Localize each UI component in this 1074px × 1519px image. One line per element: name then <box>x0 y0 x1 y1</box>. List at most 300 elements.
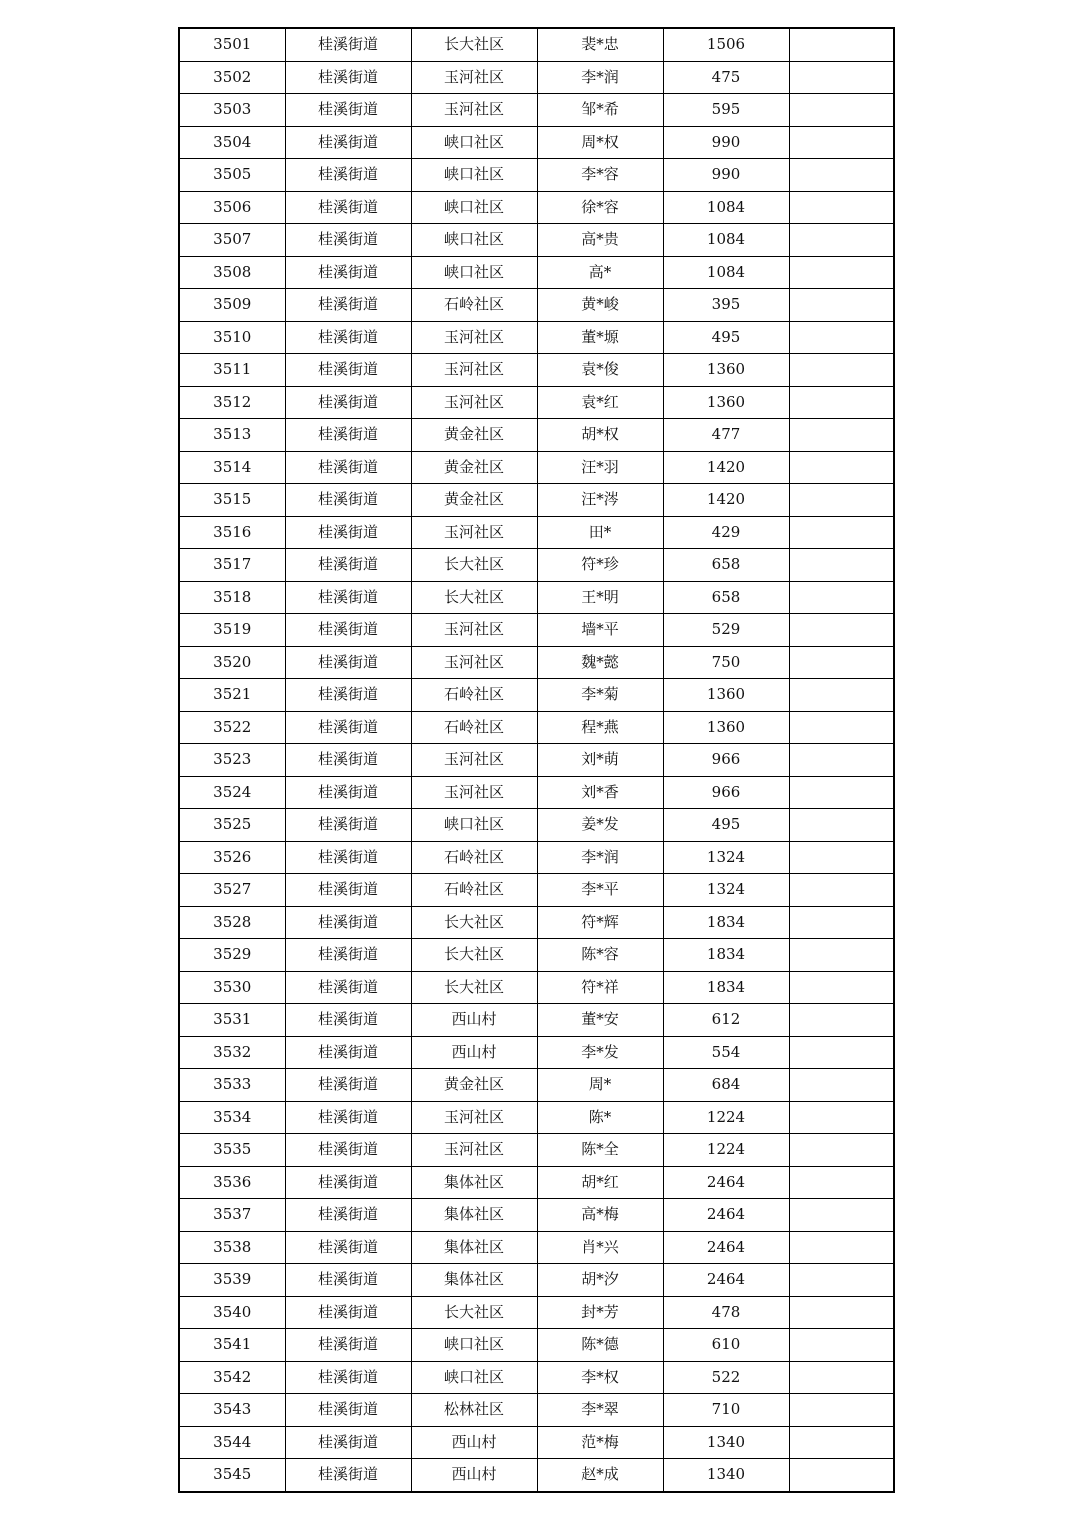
serial-number-cell: 3521 <box>179 679 285 712</box>
community-cell: 玉河社区 <box>411 614 537 647</box>
community-cell: 玉河社区 <box>411 1101 537 1134</box>
subdistrict-cell: 桂溪街道 <box>285 126 411 159</box>
table-row <box>179 1134 894 1167</box>
community-cell: 玉河社区 <box>411 776 537 809</box>
name-cell: 陈*德 <box>537 1329 663 1362</box>
community-cell: 黄金社区 <box>411 451 537 484</box>
remark-cell <box>789 711 894 744</box>
name-cell: 高* <box>537 256 663 289</box>
subdistrict-cell: 桂溪街道 <box>285 744 411 777</box>
remark-cell <box>789 776 894 809</box>
table-row <box>179 744 894 777</box>
name-cell: 李*菊 <box>537 679 663 712</box>
table-row <box>179 28 894 61</box>
amount-cell: 612 <box>663 1004 789 1037</box>
amount-cell: 990 <box>663 159 789 192</box>
table-row <box>179 614 894 647</box>
subdistrict-cell: 桂溪街道 <box>285 711 411 744</box>
community-cell: 峡口社区 <box>411 126 537 159</box>
community-cell: 玉河社区 <box>411 516 537 549</box>
community-cell: 玉河社区 <box>411 61 537 94</box>
serial-number-cell: 3510 <box>179 321 285 354</box>
serial-number-cell: 3520 <box>179 646 285 679</box>
remark-cell <box>789 1459 894 1492</box>
remark-cell <box>789 126 894 159</box>
serial-number-cell: 3503 <box>179 94 285 127</box>
subdistrict-cell: 桂溪街道 <box>285 321 411 354</box>
name-cell: 汪*涔 <box>537 484 663 517</box>
table-row <box>179 549 894 582</box>
community-cell: 松林社区 <box>411 1394 537 1427</box>
amount-cell: 750 <box>663 646 789 679</box>
name-cell: 邹*希 <box>537 94 663 127</box>
table-row <box>179 1361 894 1394</box>
amount-cell: 684 <box>663 1069 789 1102</box>
community-cell: 玉河社区 <box>411 321 537 354</box>
table-row <box>179 289 894 322</box>
remark-cell <box>789 224 894 257</box>
subdistrict-cell: 桂溪街道 <box>285 256 411 289</box>
community-cell: 峡口社区 <box>411 1361 537 1394</box>
serial-number-cell: 3545 <box>179 1459 285 1492</box>
remark-cell <box>789 581 894 614</box>
community-cell: 玉河社区 <box>411 94 537 127</box>
remark-cell <box>789 1361 894 1394</box>
serial-number-cell: 3533 <box>179 1069 285 1102</box>
name-cell: 李*权 <box>537 1361 663 1394</box>
name-cell: 魏*懿 <box>537 646 663 679</box>
community-cell: 西山村 <box>411 1004 537 1037</box>
table-row <box>179 484 894 517</box>
table-row <box>179 191 894 224</box>
name-cell: 李*平 <box>537 874 663 907</box>
subdistrict-cell: 桂溪街道 <box>285 1166 411 1199</box>
amount-cell: 1360 <box>663 679 789 712</box>
name-cell: 王*明 <box>537 581 663 614</box>
remark-cell <box>789 1329 894 1362</box>
remark-cell <box>789 289 894 322</box>
serial-number-cell: 3543 <box>179 1394 285 1427</box>
community-cell: 西山村 <box>411 1426 537 1459</box>
community-cell: 长大社区 <box>411 549 537 582</box>
remark-cell <box>789 1296 894 1329</box>
serial-number-cell: 3513 <box>179 419 285 452</box>
name-cell: 董*安 <box>537 1004 663 1037</box>
community-cell: 黄金社区 <box>411 1069 537 1102</box>
community-cell: 集体社区 <box>411 1264 537 1297</box>
amount-cell: 1224 <box>663 1101 789 1134</box>
subdistrict-cell: 桂溪街道 <box>285 451 411 484</box>
serial-number-cell: 3527 <box>179 874 285 907</box>
amount-cell: 1420 <box>663 451 789 484</box>
name-cell: 墙*平 <box>537 614 663 647</box>
remark-cell <box>789 809 894 842</box>
name-cell: 陈* <box>537 1101 663 1134</box>
community-cell: 集体社区 <box>411 1199 537 1232</box>
serial-number-cell: 3516 <box>179 516 285 549</box>
subdistrict-cell: 桂溪街道 <box>285 224 411 257</box>
amount-cell: 2464 <box>663 1199 789 1232</box>
remark-cell <box>789 1134 894 1167</box>
remark-cell <box>789 451 894 484</box>
amount-cell: 966 <box>663 744 789 777</box>
name-cell: 胡*权 <box>537 419 663 452</box>
remark-cell <box>789 386 894 419</box>
remark-cell <box>789 354 894 387</box>
amount-cell: 1084 <box>663 224 789 257</box>
name-cell: 胡*红 <box>537 1166 663 1199</box>
subdistrict-cell: 桂溪街道 <box>285 1004 411 1037</box>
subdistrict-cell: 桂溪街道 <box>285 1329 411 1362</box>
serial-number-cell: 3508 <box>179 256 285 289</box>
community-cell: 石岭社区 <box>411 289 537 322</box>
table-row <box>179 646 894 679</box>
table-row <box>179 679 894 712</box>
subdistrict-cell: 桂溪街道 <box>285 61 411 94</box>
table-row <box>179 224 894 257</box>
amount-cell: 595 <box>663 94 789 127</box>
subdistrict-cell: 桂溪街道 <box>285 809 411 842</box>
serial-number-cell: 3506 <box>179 191 285 224</box>
subdistrict-cell: 桂溪街道 <box>285 419 411 452</box>
community-cell: 长大社区 <box>411 1296 537 1329</box>
amount-cell: 495 <box>663 809 789 842</box>
table-row <box>179 1036 894 1069</box>
name-cell: 符*辉 <box>537 906 663 939</box>
name-cell: 汪*羽 <box>537 451 663 484</box>
community-cell: 集体社区 <box>411 1231 537 1264</box>
table-row <box>179 61 894 94</box>
community-cell: 长大社区 <box>411 28 537 61</box>
table-row <box>179 321 894 354</box>
subdistrict-cell: 桂溪街道 <box>285 549 411 582</box>
table-row <box>179 711 894 744</box>
amount-cell: 522 <box>663 1361 789 1394</box>
serial-number-cell: 3522 <box>179 711 285 744</box>
amount-cell: 658 <box>663 549 789 582</box>
serial-number-cell: 3528 <box>179 906 285 939</box>
table-row <box>179 1069 894 1102</box>
remark-cell <box>789 744 894 777</box>
subdistrict-cell: 桂溪街道 <box>285 1296 411 1329</box>
table-row <box>179 256 894 289</box>
remark-cell <box>789 28 894 61</box>
serial-number-cell: 3505 <box>179 159 285 192</box>
name-cell: 李*润 <box>537 61 663 94</box>
remark-cell <box>789 1166 894 1199</box>
subdistrict-cell: 桂溪街道 <box>285 1231 411 1264</box>
subdistrict-cell: 桂溪街道 <box>285 776 411 809</box>
remark-cell <box>789 1426 894 1459</box>
subdistrict-cell: 桂溪街道 <box>285 939 411 972</box>
name-cell: 姜*发 <box>537 809 663 842</box>
table-row <box>179 126 894 159</box>
serial-number-cell: 3539 <box>179 1264 285 1297</box>
community-cell: 玉河社区 <box>411 646 537 679</box>
table-row <box>179 1426 894 1459</box>
serial-number-cell: 3519 <box>179 614 285 647</box>
amount-cell: 1084 <box>663 256 789 289</box>
serial-number-cell: 3538 <box>179 1231 285 1264</box>
name-cell: 黄*峻 <box>537 289 663 322</box>
table-row <box>179 419 894 452</box>
remark-cell <box>789 906 894 939</box>
amount-cell: 1360 <box>663 386 789 419</box>
community-cell: 峡口社区 <box>411 159 537 192</box>
subdistrict-cell: 桂溪街道 <box>285 906 411 939</box>
table-row <box>179 451 894 484</box>
name-cell: 封*芳 <box>537 1296 663 1329</box>
serial-number-cell: 3523 <box>179 744 285 777</box>
amount-cell: 1420 <box>663 484 789 517</box>
name-cell: 袁*红 <box>537 386 663 419</box>
subdistrict-cell: 桂溪街道 <box>285 1426 411 1459</box>
name-cell: 刘*萌 <box>537 744 663 777</box>
subdistrict-cell: 桂溪街道 <box>285 191 411 224</box>
subdistrict-cell: 桂溪街道 <box>285 679 411 712</box>
subdistrict-cell: 桂溪街道 <box>285 1134 411 1167</box>
serial-number-cell: 3542 <box>179 1361 285 1394</box>
amount-cell: 1324 <box>663 874 789 907</box>
name-cell: 高*贵 <box>537 224 663 257</box>
amount-cell: 1340 <box>663 1426 789 1459</box>
subdistrict-cell: 桂溪街道 <box>285 1264 411 1297</box>
name-cell: 刘*香 <box>537 776 663 809</box>
remark-cell <box>789 321 894 354</box>
remark-cell <box>789 419 894 452</box>
subdistrict-cell: 桂溪街道 <box>285 289 411 322</box>
serial-number-cell: 3525 <box>179 809 285 842</box>
amount-cell: 610 <box>663 1329 789 1362</box>
serial-number-cell: 3540 <box>179 1296 285 1329</box>
name-cell: 符*祥 <box>537 971 663 1004</box>
community-cell: 峡口社区 <box>411 256 537 289</box>
subdistrict-cell: 桂溪街道 <box>285 484 411 517</box>
name-cell: 赵*成 <box>537 1459 663 1492</box>
table-row <box>179 1199 894 1232</box>
amount-cell: 478 <box>663 1296 789 1329</box>
amount-cell: 2464 <box>663 1231 789 1264</box>
community-cell: 玉河社区 <box>411 354 537 387</box>
community-cell: 长大社区 <box>411 581 537 614</box>
serial-number-cell: 3501 <box>179 28 285 61</box>
serial-number-cell: 3509 <box>179 289 285 322</box>
name-cell: 李*发 <box>537 1036 663 1069</box>
remark-cell <box>789 549 894 582</box>
subdistrict-cell: 桂溪街道 <box>285 516 411 549</box>
remark-cell <box>789 971 894 1004</box>
subdistrict-cell: 桂溪街道 <box>285 1459 411 1492</box>
amount-cell: 395 <box>663 289 789 322</box>
serial-number-cell: 3511 <box>179 354 285 387</box>
name-cell: 徐*容 <box>537 191 663 224</box>
serial-number-cell: 3526 <box>179 841 285 874</box>
remark-cell <box>789 939 894 972</box>
amount-cell: 1324 <box>663 841 789 874</box>
serial-number-cell: 3517 <box>179 549 285 582</box>
community-cell: 长大社区 <box>411 906 537 939</box>
community-cell: 石岭社区 <box>411 874 537 907</box>
name-cell: 李*翠 <box>537 1394 663 1427</box>
amount-cell: 658 <box>663 581 789 614</box>
remark-cell <box>789 191 894 224</box>
subdistrict-cell: 桂溪街道 <box>285 159 411 192</box>
remark-cell <box>789 1231 894 1264</box>
table-row <box>179 1004 894 1037</box>
serial-number-cell: 3518 <box>179 581 285 614</box>
table-row <box>179 386 894 419</box>
name-cell: 陈*容 <box>537 939 663 972</box>
amount-cell: 1506 <box>663 28 789 61</box>
name-cell: 李*容 <box>537 159 663 192</box>
community-cell: 玉河社区 <box>411 386 537 419</box>
remark-cell <box>789 256 894 289</box>
serial-number-cell: 3544 <box>179 1426 285 1459</box>
amount-cell: 1834 <box>663 971 789 1004</box>
serial-number-cell: 3541 <box>179 1329 285 1362</box>
remark-cell <box>789 1004 894 1037</box>
table-row <box>179 809 894 842</box>
serial-number-cell: 3507 <box>179 224 285 257</box>
table-row <box>179 354 894 387</box>
table-row <box>179 1296 894 1329</box>
subdistrict-cell: 桂溪街道 <box>285 971 411 1004</box>
community-cell: 峡口社区 <box>411 224 537 257</box>
amount-cell: 1360 <box>663 354 789 387</box>
amount-cell: 1360 <box>663 711 789 744</box>
table-row <box>179 1101 894 1134</box>
serial-number-cell: 3534 <box>179 1101 285 1134</box>
name-cell: 范*梅 <box>537 1426 663 1459</box>
table-row <box>179 939 894 972</box>
amount-cell: 2464 <box>663 1264 789 1297</box>
amount-cell: 554 <box>663 1036 789 1069</box>
community-cell: 西山村 <box>411 1459 537 1492</box>
remark-cell <box>789 841 894 874</box>
remark-cell <box>789 1199 894 1232</box>
name-cell: 周*权 <box>537 126 663 159</box>
serial-number-cell: 3504 <box>179 126 285 159</box>
table-row <box>179 874 894 907</box>
serial-number-cell: 3537 <box>179 1199 285 1232</box>
amount-cell: 966 <box>663 776 789 809</box>
name-cell: 田* <box>537 516 663 549</box>
remark-cell <box>789 1036 894 1069</box>
subdistrict-cell: 桂溪街道 <box>285 1199 411 1232</box>
community-cell: 石岭社区 <box>411 841 537 874</box>
community-cell: 西山村 <box>411 1036 537 1069</box>
table-row <box>179 159 894 192</box>
amount-cell: 1834 <box>663 906 789 939</box>
table-row <box>179 1264 894 1297</box>
name-cell: 陈*全 <box>537 1134 663 1167</box>
community-cell: 玉河社区 <box>411 744 537 777</box>
community-cell: 长大社区 <box>411 939 537 972</box>
serial-number-cell: 3529 <box>179 939 285 972</box>
name-cell: 裴*忠 <box>537 28 663 61</box>
name-cell: 李*润 <box>537 841 663 874</box>
name-cell: 袁*俊 <box>537 354 663 387</box>
remark-cell <box>789 94 894 127</box>
name-cell: 周* <box>537 1069 663 1102</box>
amount-cell: 1834 <box>663 939 789 972</box>
table-row <box>179 776 894 809</box>
community-cell: 长大社区 <box>411 971 537 1004</box>
subdistrict-cell: 桂溪街道 <box>285 646 411 679</box>
table-row <box>179 1231 894 1264</box>
amount-cell: 2464 <box>663 1166 789 1199</box>
amount-cell: 1084 <box>663 191 789 224</box>
table-row <box>179 971 894 1004</box>
community-cell: 石岭社区 <box>411 711 537 744</box>
table-row <box>179 841 894 874</box>
amount-cell: 475 <box>663 61 789 94</box>
serial-number-cell: 3512 <box>179 386 285 419</box>
serial-number-cell: 3535 <box>179 1134 285 1167</box>
subdistrict-cell: 桂溪街道 <box>285 1394 411 1427</box>
amount-cell: 429 <box>663 516 789 549</box>
serial-number-cell: 3515 <box>179 484 285 517</box>
name-cell: 符*珍 <box>537 549 663 582</box>
name-cell: 肖*兴 <box>537 1231 663 1264</box>
community-cell: 石岭社区 <box>411 679 537 712</box>
serial-number-cell: 3524 <box>179 776 285 809</box>
community-cell: 黄金社区 <box>411 484 537 517</box>
table-row <box>179 1394 894 1427</box>
subdistrict-cell: 桂溪街道 <box>285 841 411 874</box>
serial-number-cell: 3514 <box>179 451 285 484</box>
data-table <box>178 27 895 1493</box>
remark-cell <box>789 159 894 192</box>
amount-cell: 1340 <box>663 1459 789 1492</box>
remark-cell <box>789 1394 894 1427</box>
name-cell: 董*塬 <box>537 321 663 354</box>
remark-cell <box>789 1069 894 1102</box>
subdistrict-cell: 桂溪街道 <box>285 1101 411 1134</box>
name-cell: 程*燕 <box>537 711 663 744</box>
subdistrict-cell: 桂溪街道 <box>285 1036 411 1069</box>
table-row <box>179 516 894 549</box>
table-row <box>179 94 894 127</box>
subdistrict-cell: 桂溪街道 <box>285 874 411 907</box>
table-body <box>179 28 894 1492</box>
remark-cell <box>789 1264 894 1297</box>
serial-number-cell: 3531 <box>179 1004 285 1037</box>
subdistrict-cell: 桂溪街道 <box>285 354 411 387</box>
amount-cell: 529 <box>663 614 789 647</box>
remark-cell <box>789 679 894 712</box>
remark-cell <box>789 646 894 679</box>
name-cell: 高*梅 <box>537 1199 663 1232</box>
amount-cell: 990 <box>663 126 789 159</box>
table-row <box>179 906 894 939</box>
subdistrict-cell: 桂溪街道 <box>285 1361 411 1394</box>
table-row <box>179 1166 894 1199</box>
serial-number-cell: 3532 <box>179 1036 285 1069</box>
serial-number-cell: 3530 <box>179 971 285 1004</box>
subdistrict-cell: 桂溪街道 <box>285 94 411 127</box>
amount-cell: 495 <box>663 321 789 354</box>
amount-cell: 710 <box>663 1394 789 1427</box>
name-cell: 胡*汐 <box>537 1264 663 1297</box>
subdistrict-cell: 桂溪街道 <box>285 28 411 61</box>
remark-cell <box>789 484 894 517</box>
community-cell: 黄金社区 <box>411 419 537 452</box>
remark-cell <box>789 516 894 549</box>
remark-cell <box>789 614 894 647</box>
community-cell: 峡口社区 <box>411 191 537 224</box>
amount-cell: 477 <box>663 419 789 452</box>
